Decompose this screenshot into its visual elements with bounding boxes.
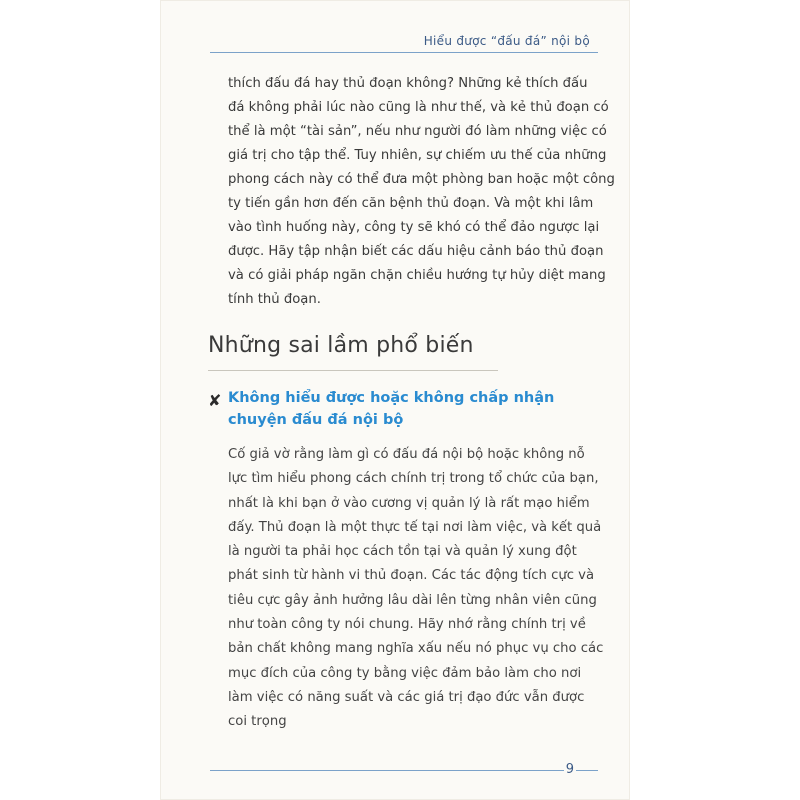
section-heading: Những sai lầm phổ biến (208, 333, 474, 358)
text-line: thể là một “tài sản”, nếu như người đó làm những việc có (228, 124, 607, 139)
text-line: nhất là khi bạn ở vào cương vị quản lý là rất mạo hiểm (228, 495, 590, 511)
text-line: mục đích của công ty bằng việc đảm bảo làm cho nơi (228, 665, 582, 681)
text-line: lực tìm hiểu phong cách chính trị trong tổ chức của bạn, (228, 471, 599, 487)
text-line: tính thủ đoạn. (228, 292, 321, 307)
text-line: thích đấu đá hay thủ đoạn không? Những kẻ thích đấu (228, 76, 588, 91)
text-line: giá trị cho tập thể. Tuy nhiên, sự chiếm ưu thế của những (228, 148, 607, 163)
intro-paragraph (228, 72, 615, 312)
text-line: phong cách này có thể đưa một phòng ban hoặc một công (228, 172, 615, 187)
text-line: tiêu cực gây ảnh hưởng lâu dài lên từng nhân viên cũng (228, 592, 597, 608)
page-number: 9 (565, 762, 574, 777)
text-line: được. Hãy tập nhận biết các dấu hiệu cảnh báo thủ đoạn (228, 244, 604, 259)
subheading (228, 387, 598, 431)
header-rule (210, 52, 598, 53)
subheading-line: chuyện đấu đá nội bộ (228, 412, 404, 428)
section-heading-rule (208, 370, 498, 371)
text-line: và có giải pháp ngăn chặn chiều hướng tự hủy diệt mang (228, 268, 606, 283)
cross-mark-icon: ✘ (208, 391, 222, 410)
subheading-line: Không hiểu được hoặc không chấp nhận (228, 390, 555, 406)
text-line: ty tiến gần hơn đến căn bệnh thủ đoạn. Và một khi lâm (228, 196, 594, 211)
text-line: như toàn công ty nói chung. Hãy nhớ rằng chính trị về (228, 617, 586, 633)
text-line: là người ta phải học cách tồn tại và quản lý xung đột (228, 544, 577, 560)
text-line: phát sinh từ hành vi thủ đoạn. Các tác động tích cực và (228, 568, 595, 584)
text-line: làm việc có năng suất và các giá trị đạo đức vẫn được (228, 689, 585, 705)
text-line: coi trọng (228, 714, 287, 730)
text-line: Cố giả vờ rằng làm gì có đấu đá nội bộ hoặc không nỗ (228, 447, 585, 462)
book-page (160, 0, 630, 800)
footer-rule (210, 770, 598, 771)
text-line: bản chất không mang nghĩa xấu nếu nó phục vụ cho các (228, 641, 604, 657)
body-paragraph (228, 443, 604, 735)
text-line: vào tình huống này, công ty sẽ khó có thể đảo ngược lại (228, 220, 600, 235)
text-line: đấy. Thủ đoạn là một thực tế tại nơi làm việc, và kết quả (228, 519, 602, 535)
text-line: đá không phải lúc nào cũng là như thế, và kẻ thủ đoạn có (228, 100, 609, 115)
running-title: Hiểu được “đấu đá” nội bộ (423, 34, 590, 48)
